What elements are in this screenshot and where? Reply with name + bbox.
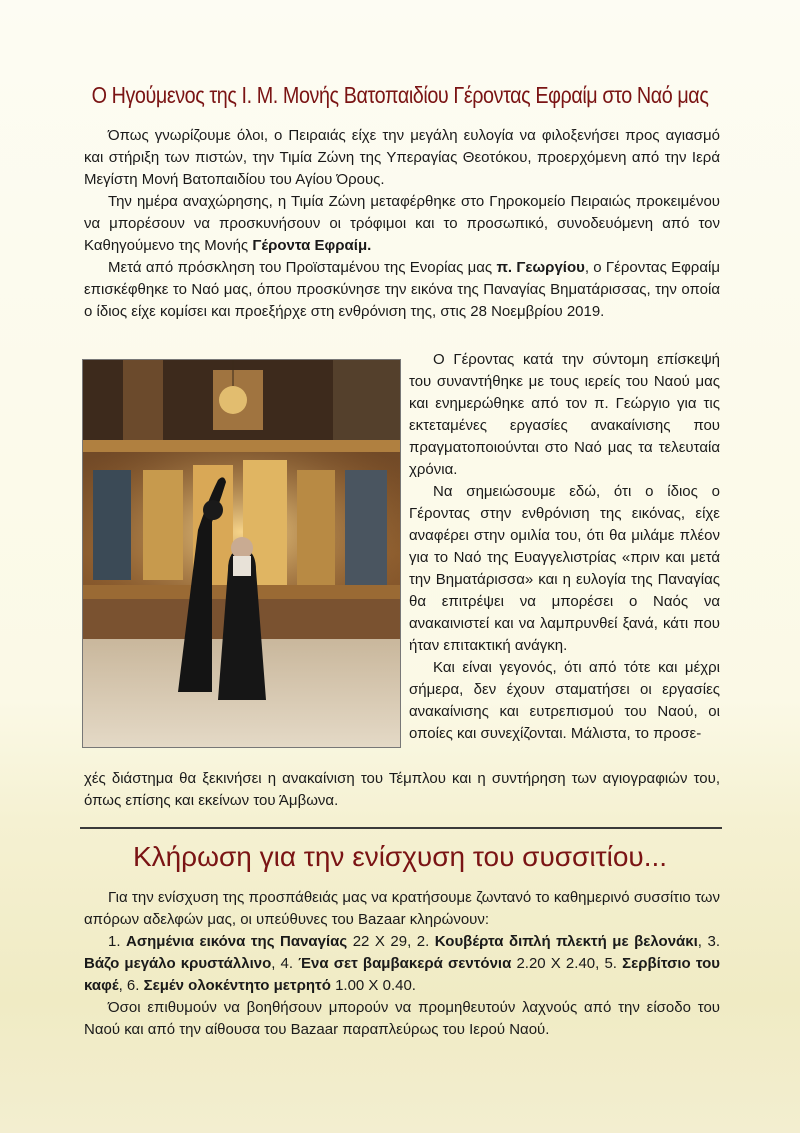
prize-num-1: 1. — [108, 933, 127, 950]
paragraph-4: Ο Γέροντας κατά την σύντομη επίσκεψή του συναντήθηκε με τους ιερείς του Ναού μας και ενημερώθηκε από τον π. Γεώργιο για τις εκτεταμένες εργασίες ανακαίνισης που πραγματοποιούνται στο Ναό μας τα τελευταία χρόνια. — [409, 351, 720, 478]
photo-illustration — [83, 360, 400, 747]
paragraph-3 — [84, 257, 720, 323]
paragraph-6b: χές διάστημα θα ξεκινήσει η ανακαίνιση του Τέμπλου και η συντήρηση των αγιογραφιών του, όπως επίσης και εκείνων του Άμβωνα. — [84, 770, 720, 809]
article-side-column — [409, 349, 720, 745]
lottery-intro: Για την ενίσχυση της προσπάθειάς μας να κρατήσουμε ζωντανό το καθημερινό συσσίτιο των απόρων αδελφών μας, οι υπεύθυνες του Bazaar κληρώνουν: — [84, 889, 720, 928]
lottery-title: Κλήρωση για την ενίσχυση του συσσιτίου... — [132, 841, 668, 872]
prize-sep-6: 1.00 Χ 0.40. — [330, 977, 416, 994]
lottery-body — [84, 887, 720, 1041]
church-interior-photo — [82, 359, 401, 748]
paragraph-5: Να σημειώσουμε εδώ, ότι ο ίδιος ο Γέροντας στην ενθρόνιση της εικόνας, είχε αναφέρει στην ομιλία του, ότι θα μιλάμε πλέον για το Ναό της Ευαγγελιστρίας «πριν και μετά την Βηματάρισσα» και η ευλογία της Παναγίας θα επιτρέψει να μπορέσει ο Ναός να ανακαινιστεί και να λαμπρυνθεί ξανά, κάτι που ήταν επιτακτική ανάγκη. — [409, 483, 720, 654]
article-title: Ο Ηγούμενος της Ι. Μ. Μονής Βατοπαιδίου Γέροντας Εφραίμ στο Ναό μας — [91, 82, 709, 108]
paragraph-3-text-c: , ο Γέροντας Εφραίμ επισκέφθηκε το Ναό μας, όπου προσκύνησε την εικόνα της Παναγίας Βηματάρισσας, την οποία ο ίδιος είχε κομίσει και προεξήρχε στη ενθρόνιση της, στις 28 Νοεμβρίου 2019. — [84, 259, 720, 320]
paragraph-1: Όπως γνωρίζουμε όλοι, ο Πειραιάς είχε την μεγάλη ευλογία να φιλοξενήσει προς αγιασμό και στήριξη των πιστών, την Τιμία Ζώνη της Υπεραγίας Θεοτόκου, προερχόμενη από την Ιερά Μεγίστη Μονή Βατοπαιδίου του Αγίου Όρους. — [84, 127, 720, 188]
prize-1: Ασημένια εικόνα της Παναγίας — [126, 933, 348, 950]
article-continuation — [84, 768, 720, 812]
prize-sep-5: , 6. — [118, 977, 144, 994]
prize-4: Ένα σετ βαμβακερά σεντόνια — [298, 955, 512, 972]
paragraph-2-bold: Γέροντα Εφραίμ. — [252, 237, 372, 254]
article-intro — [84, 125, 720, 323]
paragraph-3-text-a: Μετά από πρόσκληση του Προϊσταμένου της Ενορίας μας — [108, 259, 497, 276]
paragraph-2 — [84, 191, 720, 257]
prize-sep-1: 22 Χ 29, 2. — [347, 933, 435, 950]
prize-5: Σερβίτσιο του καφέ — [84, 955, 720, 994]
section-divider — [80, 827, 722, 829]
lottery-outro: Όσοι επιθυμούν να βοηθήσουν μπορούν να προμηθευτούν λαχνούς από την είσοδο του Ναού και από την αίθουσα του Bazaar παραπλεύρως του Ιερού Ναού. — [84, 999, 720, 1038]
prize-sep-3: , 4. — [271, 955, 299, 972]
lottery-prizes — [84, 931, 720, 997]
prize-sep-2: , 3. — [697, 933, 720, 950]
prize-2: Κουβέρτα διπλή πλεκτή με βελονάκι — [434, 933, 698, 950]
prize-6: Σεμέν ολοκέντητο μετρητό — [143, 977, 331, 994]
prize-sep-4: 2.20 Χ 2.40, 5. — [511, 955, 623, 972]
paragraph-2-text: Την ημέρα αναχώρησης, η Τιμία Ζώνη μεταφέρθηκε στο Γηροκομείο Πειραιώς προκειμένου να μπορέσουν να προσκυνήσουν οι τρόφιμοι και το προσωπικό, συνοδευόμενη από τον Καθηγούμενο της Μονής — [84, 193, 720, 254]
prize-3: Βάζο μεγάλο κρυστάλλινο — [84, 955, 272, 972]
paragraph-3-bold: π. Γεωργίου — [496, 259, 585, 276]
paragraph-6a: Και είναι γεγονός, ότι από τότε και μέχρι σήμερα, δεν έχουν σταματήσει οι εργασίες ανακαίνισης και ευτρεπισμού του Ναού, οι οποίες και συνεχίζονται. Μάλιστα, το προσε- — [409, 659, 720, 742]
